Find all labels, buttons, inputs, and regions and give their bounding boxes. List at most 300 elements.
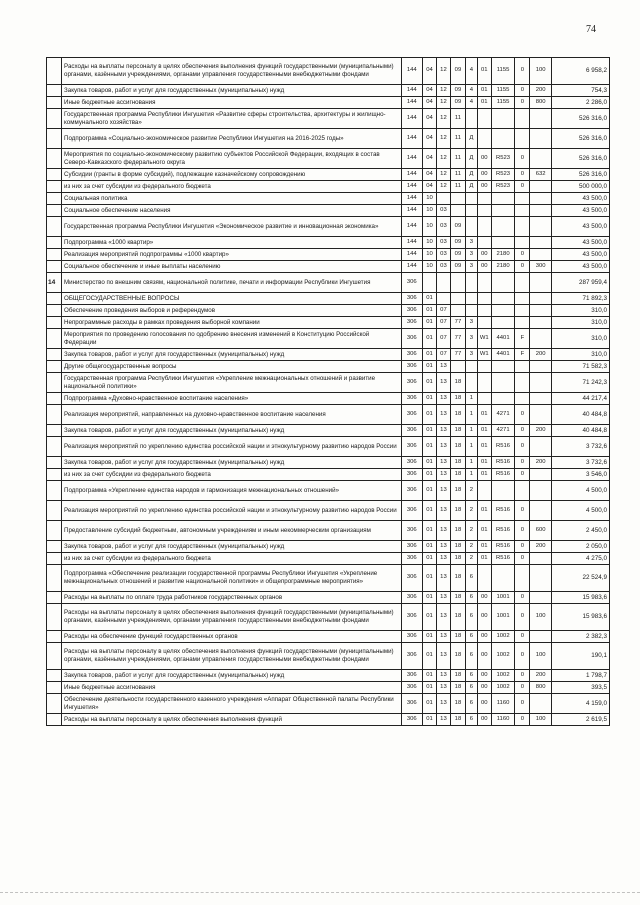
code-expense-type <box>530 501 551 521</box>
code-ved: 306 <box>401 329 422 349</box>
code-subsection: 13 <box>436 425 450 437</box>
code-suffix: 0 <box>515 469 530 481</box>
code-subsection: 07 <box>436 349 450 361</box>
table-row <box>47 205 610 217</box>
row-name: Закупка товаров, работ и услуг для государственных (муниципальных) нужд <box>62 349 402 361</box>
code-subsection <box>436 273 450 293</box>
code-section: 10 <box>423 193 437 205</box>
code-ved: 306 <box>401 670 422 682</box>
row-number <box>47 565 62 592</box>
table-row <box>47 643 610 670</box>
code-program: 11 <box>450 169 465 181</box>
row-number <box>47 329 62 349</box>
code-ved: 306 <box>401 457 422 469</box>
table-row <box>47 305 610 317</box>
code-suffix: 0 <box>515 682 530 694</box>
code-expense-type: 600 <box>530 521 551 541</box>
row-name: ОБЩЕГОСУДАРСТВЕННЫЕ ВОПРОСЫ <box>62 293 402 305</box>
code-expense-type <box>530 149 551 169</box>
code-section: 01 <box>423 373 437 393</box>
code-program: 18 <box>450 425 465 437</box>
code-subsection: 13 <box>436 521 450 541</box>
table-row <box>47 565 610 592</box>
code-subprogram: Д <box>465 129 477 149</box>
row-amount: 754,3 <box>551 85 609 97</box>
code-subsection: 12 <box>436 85 450 97</box>
table-row <box>47 293 610 305</box>
code-subprogram: 3 <box>465 317 477 329</box>
row-amount: 3 546,0 <box>551 469 609 481</box>
code-program: 18 <box>450 553 465 565</box>
code-subprogram <box>465 293 477 305</box>
code-subprogram: 6 <box>465 631 477 643</box>
code-subsection: 13 <box>436 437 450 457</box>
code-event: 00 <box>477 592 491 604</box>
row-name: Социальное обеспечение и иные выплаты населению <box>62 261 402 273</box>
row-number <box>47 361 62 373</box>
code-subprogram: Д <box>465 169 477 181</box>
code-event <box>477 393 491 405</box>
code-section: 04 <box>423 149 437 169</box>
code-ved: 306 <box>401 425 422 437</box>
code-event <box>477 273 491 293</box>
table-row <box>47 149 610 169</box>
row-amount: 3 732,6 <box>551 437 609 457</box>
code-direction <box>491 273 515 293</box>
row-number <box>47 193 62 205</box>
code-program: 18 <box>450 565 465 592</box>
code-program: 18 <box>450 501 465 521</box>
row-number <box>47 714 62 726</box>
code-ved: 306 <box>401 521 422 541</box>
code-event: 00 <box>477 694 491 714</box>
code-subsection: 13 <box>436 405 450 425</box>
table-row <box>47 592 610 604</box>
row-name: Расходы на обеспечение функций государственных органов <box>62 631 402 643</box>
row-amount: 310,0 <box>551 305 609 317</box>
table-row <box>47 129 610 149</box>
code-expense-type <box>530 181 551 193</box>
row-amount: 22 524,9 <box>551 565 609 592</box>
code-program: 18 <box>450 393 465 405</box>
code-subprogram: 6 <box>465 670 477 682</box>
code-program <box>450 305 465 317</box>
row-amount: 71 582,3 <box>551 361 609 373</box>
row-number: 14 <box>47 273 62 293</box>
code-ved: 306 <box>401 694 422 714</box>
code-section: 10 <box>423 205 437 217</box>
row-number <box>47 129 62 149</box>
row-amount: 310,0 <box>551 349 609 361</box>
code-program: 11 <box>450 149 465 169</box>
row-name: Расходы на выплаты персоналу в целях обеспечения выполнения функций государственными (муниципальными) органами, казёнными учреждениями, органами управления государственными внебюджетными фондами <box>62 604 402 631</box>
code-suffix <box>515 193 530 205</box>
code-subsection: 13 <box>436 361 450 373</box>
code-section: 01 <box>423 501 437 521</box>
code-ved: 144 <box>401 149 422 169</box>
code-subprogram: 6 <box>465 694 477 714</box>
row-number <box>47 501 62 521</box>
code-program: 18 <box>450 469 465 481</box>
code-event: 00 <box>477 631 491 643</box>
code-direction: R523 <box>491 149 515 169</box>
code-section: 01 <box>423 305 437 317</box>
code-ved: 306 <box>401 405 422 425</box>
code-ved: 144 <box>401 217 422 237</box>
code-section: 01 <box>423 361 437 373</box>
code-program <box>450 273 465 293</box>
code-event <box>477 193 491 205</box>
row-number <box>47 393 62 405</box>
code-direction <box>491 129 515 149</box>
code-section: 01 <box>423 329 437 349</box>
code-ved: 306 <box>401 273 422 293</box>
table-row <box>47 249 610 261</box>
row-amount: 43 500,0 <box>551 261 609 273</box>
code-program: 18 <box>450 373 465 393</box>
code-suffix: 0 <box>515 457 530 469</box>
code-ved: 306 <box>401 469 422 481</box>
code-expense-type <box>530 293 551 305</box>
row-name: Иные бюджетные ассигнования <box>62 682 402 694</box>
code-section: 01 <box>423 541 437 553</box>
code-ved: 144 <box>401 193 422 205</box>
code-direction: R516 <box>491 553 515 565</box>
code-section: 01 <box>423 393 437 405</box>
page-edge-mark <box>0 892 640 897</box>
code-event: 01 <box>477 97 491 109</box>
code-program: 18 <box>450 631 465 643</box>
table-row <box>47 317 610 329</box>
code-direction: R516 <box>491 501 515 521</box>
code-event: 00 <box>477 169 491 181</box>
code-direction <box>491 393 515 405</box>
table-row <box>47 217 610 237</box>
row-number <box>47 109 62 129</box>
table-row <box>47 682 610 694</box>
row-name: Субсидии (гранты в форме субсидий), подлежащие казначейскому сопровождению <box>62 169 402 181</box>
code-direction <box>491 109 515 129</box>
code-direction: 1160 <box>491 714 515 726</box>
code-program: 18 <box>450 437 465 457</box>
code-expense-type: 100 <box>530 604 551 631</box>
code-expense-type <box>530 361 551 373</box>
row-amount: 4 500,0 <box>551 481 609 501</box>
code-subsection: 13 <box>436 457 450 469</box>
code-subsection: 13 <box>436 682 450 694</box>
code-expense-type: 200 <box>530 541 551 553</box>
code-suffix <box>515 237 530 249</box>
code-suffix: F <box>515 349 530 361</box>
code-program: 09 <box>450 217 465 237</box>
code-program: 09 <box>450 261 465 273</box>
code-expense-type <box>530 481 551 501</box>
code-suffix: 0 <box>515 604 530 631</box>
code-subsection: 13 <box>436 670 450 682</box>
row-name: из них за счет субсидии из федерального бюджета <box>62 553 402 565</box>
code-direction <box>491 481 515 501</box>
code-direction: 4271 <box>491 425 515 437</box>
code-section: 01 <box>423 565 437 592</box>
code-event <box>477 361 491 373</box>
code-direction: 1002 <box>491 670 515 682</box>
code-subsection: 13 <box>436 643 450 670</box>
row-amount: 2 382,3 <box>551 631 609 643</box>
row-amount: 2 286,0 <box>551 97 609 109</box>
code-expense-type <box>530 469 551 481</box>
code-subprogram: 3 <box>465 261 477 273</box>
code-expense-type <box>530 437 551 457</box>
table-row <box>47 261 610 273</box>
code-suffix <box>515 481 530 501</box>
code-subprogram: Д <box>465 181 477 193</box>
code-subprogram: 2 <box>465 521 477 541</box>
code-event <box>477 237 491 249</box>
code-subsection: 12 <box>436 169 450 181</box>
code-event: 01 <box>477 425 491 437</box>
code-subsection: 13 <box>436 393 450 405</box>
code-suffix: 0 <box>515 643 530 670</box>
row-name: Другие общегосударственные вопросы <box>62 361 402 373</box>
code-section: 01 <box>423 349 437 361</box>
code-suffix: 0 <box>515 521 530 541</box>
row-name: Расходы на выплаты персоналу в целях обеспечения выполнения функций государственными (муниципальными) органами, казёнными учреждениями, органами управления государственными внебюджетными фондами <box>62 643 402 670</box>
code-subprogram: 6 <box>465 643 477 670</box>
code-ved: 306 <box>401 714 422 726</box>
row-name: Иные бюджетные ассигнования <box>62 97 402 109</box>
row-name: Министерство по внешним связям, национальной политике, печати и информации Республики Ингушетия <box>62 273 402 293</box>
row-amount: 40 484,8 <box>551 425 609 437</box>
code-program: 09 <box>450 58 465 85</box>
code-direction: 4401 <box>491 329 515 349</box>
row-name: Государственная программа Республики Ингушетия «Экономическое развитие и инновационная экономика» <box>62 217 402 237</box>
row-number <box>47 405 62 425</box>
table-row <box>47 521 610 541</box>
code-section: 01 <box>423 481 437 501</box>
code-direction <box>491 565 515 592</box>
code-ved: 306 <box>401 553 422 565</box>
code-direction <box>491 205 515 217</box>
code-suffix: 0 <box>515 169 530 181</box>
code-event <box>477 129 491 149</box>
code-subsection: 07 <box>436 305 450 317</box>
code-direction: R516 <box>491 457 515 469</box>
code-event: 01 <box>477 58 491 85</box>
code-subsection: 12 <box>436 58 450 85</box>
code-ved: 144 <box>401 85 422 97</box>
code-direction: R523 <box>491 169 515 181</box>
row-name: Закупка товаров, работ и услуг для государственных (муниципальных) нужд <box>62 425 402 437</box>
row-number <box>47 553 62 565</box>
code-expense-type: 200 <box>530 349 551 361</box>
row-number <box>47 217 62 237</box>
code-section: 04 <box>423 181 437 193</box>
row-amount: 44 217,4 <box>551 393 609 405</box>
code-event: 01 <box>477 501 491 521</box>
row-amount: 71 892,3 <box>551 293 609 305</box>
row-number <box>47 149 62 169</box>
table-row <box>47 437 610 457</box>
code-suffix: 0 <box>515 249 530 261</box>
code-section: 04 <box>423 58 437 85</box>
row-amount: 1 798,7 <box>551 670 609 682</box>
code-subprogram: 6 <box>465 682 477 694</box>
code-program: 18 <box>450 541 465 553</box>
code-direction: 1155 <box>491 97 515 109</box>
code-program: 18 <box>450 694 465 714</box>
table-row <box>47 714 610 726</box>
code-ved: 144 <box>401 169 422 181</box>
row-amount: 43 500,0 <box>551 249 609 261</box>
row-name: Реализация мероприятий по укреплению единства российской нации и этнокультурному развитию народов России <box>62 501 402 521</box>
table-row <box>47 457 610 469</box>
code-program: 77 <box>450 329 465 349</box>
code-program: 09 <box>450 97 465 109</box>
code-ved: 306 <box>401 437 422 457</box>
code-subsection: 03 <box>436 249 450 261</box>
code-ved: 306 <box>401 643 422 670</box>
code-event: 00 <box>477 249 491 261</box>
code-program: 18 <box>450 457 465 469</box>
code-subsection: 03 <box>436 217 450 237</box>
row-amount: 15 983,6 <box>551 592 609 604</box>
code-ved: 306 <box>401 604 422 631</box>
code-suffix: F <box>515 329 530 349</box>
code-suffix <box>515 393 530 405</box>
table-row <box>47 361 610 373</box>
code-subprogram: 1 <box>465 437 477 457</box>
row-amount: 526 316,0 <box>551 149 609 169</box>
code-event: 01 <box>477 437 491 457</box>
row-amount: 43 500,0 <box>551 237 609 249</box>
code-suffix <box>515 305 530 317</box>
code-suffix: 0 <box>515 714 530 726</box>
code-direction: 1160 <box>491 694 515 714</box>
code-section: 10 <box>423 217 437 237</box>
row-number <box>47 373 62 393</box>
code-program <box>450 361 465 373</box>
row-number <box>47 58 62 85</box>
code-suffix <box>515 373 530 393</box>
code-section: 01 <box>423 631 437 643</box>
code-section: 04 <box>423 109 437 129</box>
code-expense-type <box>530 237 551 249</box>
table-body <box>47 58 610 726</box>
code-direction <box>491 317 515 329</box>
code-expense-type <box>530 305 551 317</box>
code-subprogram: 1 <box>465 393 477 405</box>
code-subprogram <box>465 193 477 205</box>
code-event: 01 <box>477 457 491 469</box>
budget-table <box>46 57 610 726</box>
row-number <box>47 643 62 670</box>
code-ved: 306 <box>401 349 422 361</box>
code-subsection: 12 <box>436 149 450 169</box>
code-program <box>450 205 465 217</box>
code-ved: 306 <box>401 293 422 305</box>
row-name: Подпрограмма «Духовно-нравственное воспитание населения» <box>62 393 402 405</box>
table-row <box>47 670 610 682</box>
code-expense-type <box>530 405 551 425</box>
code-suffix: 0 <box>515 425 530 437</box>
code-expense-type: 100 <box>530 643 551 670</box>
row-name: Обеспечение деятельности государственного казенного учреждения «Аппарат Общественной палаты Республики Ингушетия» <box>62 694 402 714</box>
code-event: 01 <box>477 541 491 553</box>
row-amount: 71 242,3 <box>551 373 609 393</box>
code-expense-type <box>530 694 551 714</box>
code-section: 01 <box>423 553 437 565</box>
row-number <box>47 181 62 193</box>
code-suffix: 0 <box>515 405 530 425</box>
code-program: 18 <box>450 592 465 604</box>
row-name: Непрограммные расходы в рамках проведения выборной компании <box>62 317 402 329</box>
code-suffix <box>515 317 530 329</box>
code-suffix: 0 <box>515 501 530 521</box>
table-row <box>47 469 610 481</box>
code-ved: 144 <box>401 129 422 149</box>
code-subprogram: 2 <box>465 481 477 501</box>
row-number <box>47 682 62 694</box>
code-event <box>477 565 491 592</box>
code-event: 01 <box>477 553 491 565</box>
code-subprogram <box>465 109 477 129</box>
code-direction: 1155 <box>491 58 515 85</box>
code-subsection: 13 <box>436 694 450 714</box>
code-direction: 1001 <box>491 592 515 604</box>
table-row <box>47 541 610 553</box>
row-number <box>47 317 62 329</box>
code-expense-type <box>530 373 551 393</box>
row-amount: 526 316,0 <box>551 129 609 149</box>
code-subprogram: 6 <box>465 604 477 631</box>
code-expense-type <box>530 553 551 565</box>
row-number <box>47 481 62 501</box>
code-expense-type <box>530 205 551 217</box>
code-event <box>477 109 491 129</box>
row-amount: 4 500,0 <box>551 501 609 521</box>
code-section: 01 <box>423 317 437 329</box>
code-direction: R516 <box>491 521 515 541</box>
code-section: 10 <box>423 249 437 261</box>
table-row <box>47 273 610 293</box>
code-subprogram <box>465 305 477 317</box>
code-event: 01 <box>477 85 491 97</box>
row-amount: 3 732,6 <box>551 457 609 469</box>
row-amount: 40 484,8 <box>551 405 609 425</box>
row-number <box>47 205 62 217</box>
code-event: 01 <box>477 521 491 541</box>
code-subprogram: 4 <box>465 58 477 85</box>
code-section: 01 <box>423 437 437 457</box>
code-subprogram: 2 <box>465 553 477 565</box>
code-suffix <box>515 129 530 149</box>
code-suffix: 0 <box>515 437 530 457</box>
code-direction: 1002 <box>491 643 515 670</box>
code-direction: R516 <box>491 541 515 553</box>
row-number <box>47 305 62 317</box>
code-event <box>477 293 491 305</box>
code-section: 04 <box>423 169 437 181</box>
table-row <box>47 97 610 109</box>
code-event <box>477 481 491 501</box>
code-section: 01 <box>423 521 437 541</box>
code-expense-type <box>530 249 551 261</box>
code-section: 01 <box>423 694 437 714</box>
code-subprogram <box>465 361 477 373</box>
code-subprogram: 1 <box>465 469 477 481</box>
code-section: 01 <box>423 643 437 670</box>
code-ved: 306 <box>401 501 422 521</box>
